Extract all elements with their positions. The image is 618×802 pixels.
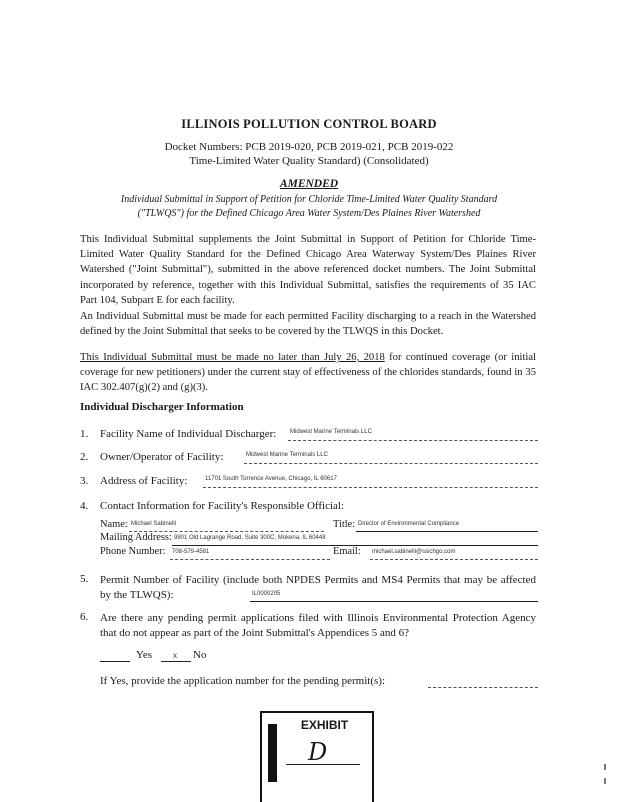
contact-title-line [356,531,538,532]
item-1-number: 1. [80,428,89,440]
scan-speck [604,764,606,770]
item-2-label: Owner/Operator of Facility: [100,451,224,463]
pending-permit-question: If Yes, provide the application number for the pending permit(s): [100,675,386,687]
no-checkmark[interactable]: x [173,651,177,660]
permit-number-value[interactable]: IL0000205 [252,591,281,597]
phone-line [170,559,330,560]
amended-heading: AMENDED [279,178,339,190]
board-title: ILLINOIS POLLUTION CONTROL BOARD [181,117,437,131]
facility-name-value[interactable]: Midwest Marine Terminals LLC [290,429,372,435]
email-label: Email: [333,546,361,557]
section-header: Individual Discharger Information [80,401,244,413]
owner-operator-value[interactable]: Midwest Marine Terminals LLC [246,452,328,458]
email-line [370,559,538,560]
contact-title-value[interactable]: Director of Environmental Compliance [358,521,460,527]
docket-numbers: Docket Numbers: PCB 2019-020, PCB 2019-021, PCB 2019-022 [164,141,454,153]
item-4-label: Contact Information for Facility's Responsible Official: [100,500,345,512]
exhibit-tab [268,724,277,782]
facility-address-line [203,487,538,488]
deadline-paragraph [80,350,536,396]
tlwqs-line: Time-Limited Water Quality Standard) (Consolidated) [189,155,429,167]
submittal-subtitle-1: Individual Submittal in Support of Petition for Chloride Time-Limited Water Quality Standard [120,194,498,205]
requirement-paragraph: An Individual Submittal must be made for each permitted Facility discharging to a reach in the Watershed defined by the Joint Submittal that seeks to be covered by the TLWQS in this Docket. [80,311,536,338]
permit-number-line [250,601,538,602]
scan-speck [604,778,606,784]
contact-name-value[interactable]: Michael Sabinelli [131,521,177,527]
item-3-label: Address of Facility: [100,475,188,487]
phone-value[interactable]: 708-579-4581 [172,549,210,555]
facility-address-value[interactable]: 11701 South Torrence Avenue, Chicago, IL 60617 [205,476,337,482]
owner-operator-line [244,463,538,464]
phone-label: Phone Number: [100,546,166,557]
intro-paragraph: This Individual Submittal supplements the Joint Submittal in Support of Petition for Chloride Time-Limited Water Quality Standard for the Defined Chicago Area Waterway System/Des Plaines River Watershed ("Joint Submittal"), submitted in the above referenced docket numbers. The Joint Submittal incorporated by reference, together with this Individual Submittal, satisfies the requirements of 35 IAC Part 104, Subpart E for each facility. [80,234,536,306]
item-4-number: 4. [80,500,89,512]
exhibit-label: EXHIBIT [300,718,349,732]
no-label: No [193,649,207,661]
mailing-address-value[interactable]: 9801 Old Lagrange Road, Suite 300C, Mokena, IL 60448 [174,535,326,541]
item-1-label: Facility Name of Individual Discharger: [100,428,277,440]
pending-permit-line[interactable] [428,687,538,688]
item-5-label: Permit Number of Facility (include both NPDES Permits and MS4 Permits that may be affected by the TLWQS): [100,574,536,601]
mailing-address-label: Mailing Address: [100,532,172,543]
yes-label: Yes [136,649,153,661]
yes-blank-line[interactable] [100,661,130,662]
contact-name-label: Name: [100,519,128,530]
no-blank-line[interactable] [161,661,191,662]
item-2-number: 2. [80,451,89,463]
submittal-subtitle-2: ("TLWQS") for the Defined Chicago Area Water System/Des Plaines River Watershed [137,208,481,219]
item-6-label: Are there any pending permit applications filed with Illinois Environmental Protection Agency that do not appear as part of the Joint Submittal's Appendices 5 and 6? [100,612,536,639]
deadline-underlined: This Individual Submittal must be made no later than July 26, 2018 [80,352,385,363]
item-6-number: 6. [80,611,89,623]
exhibit-line [286,764,360,765]
item-3-number: 3. [80,475,89,487]
item-5-number: 5. [80,573,89,585]
facility-name-line [288,440,538,441]
contact-title-label: Title: [333,519,356,530]
exhibit-letter: D [308,738,328,766]
deadline-rest: for continued coverage (or initial coverage for new petitioners) under the current stay of effectiveness of the chlorides standards, found in 35 IAC 302.407(g)(2) and (g)(3). [80,352,537,394]
email-value[interactable]: michael.sabinelli@ssichgo.com [372,549,456,555]
